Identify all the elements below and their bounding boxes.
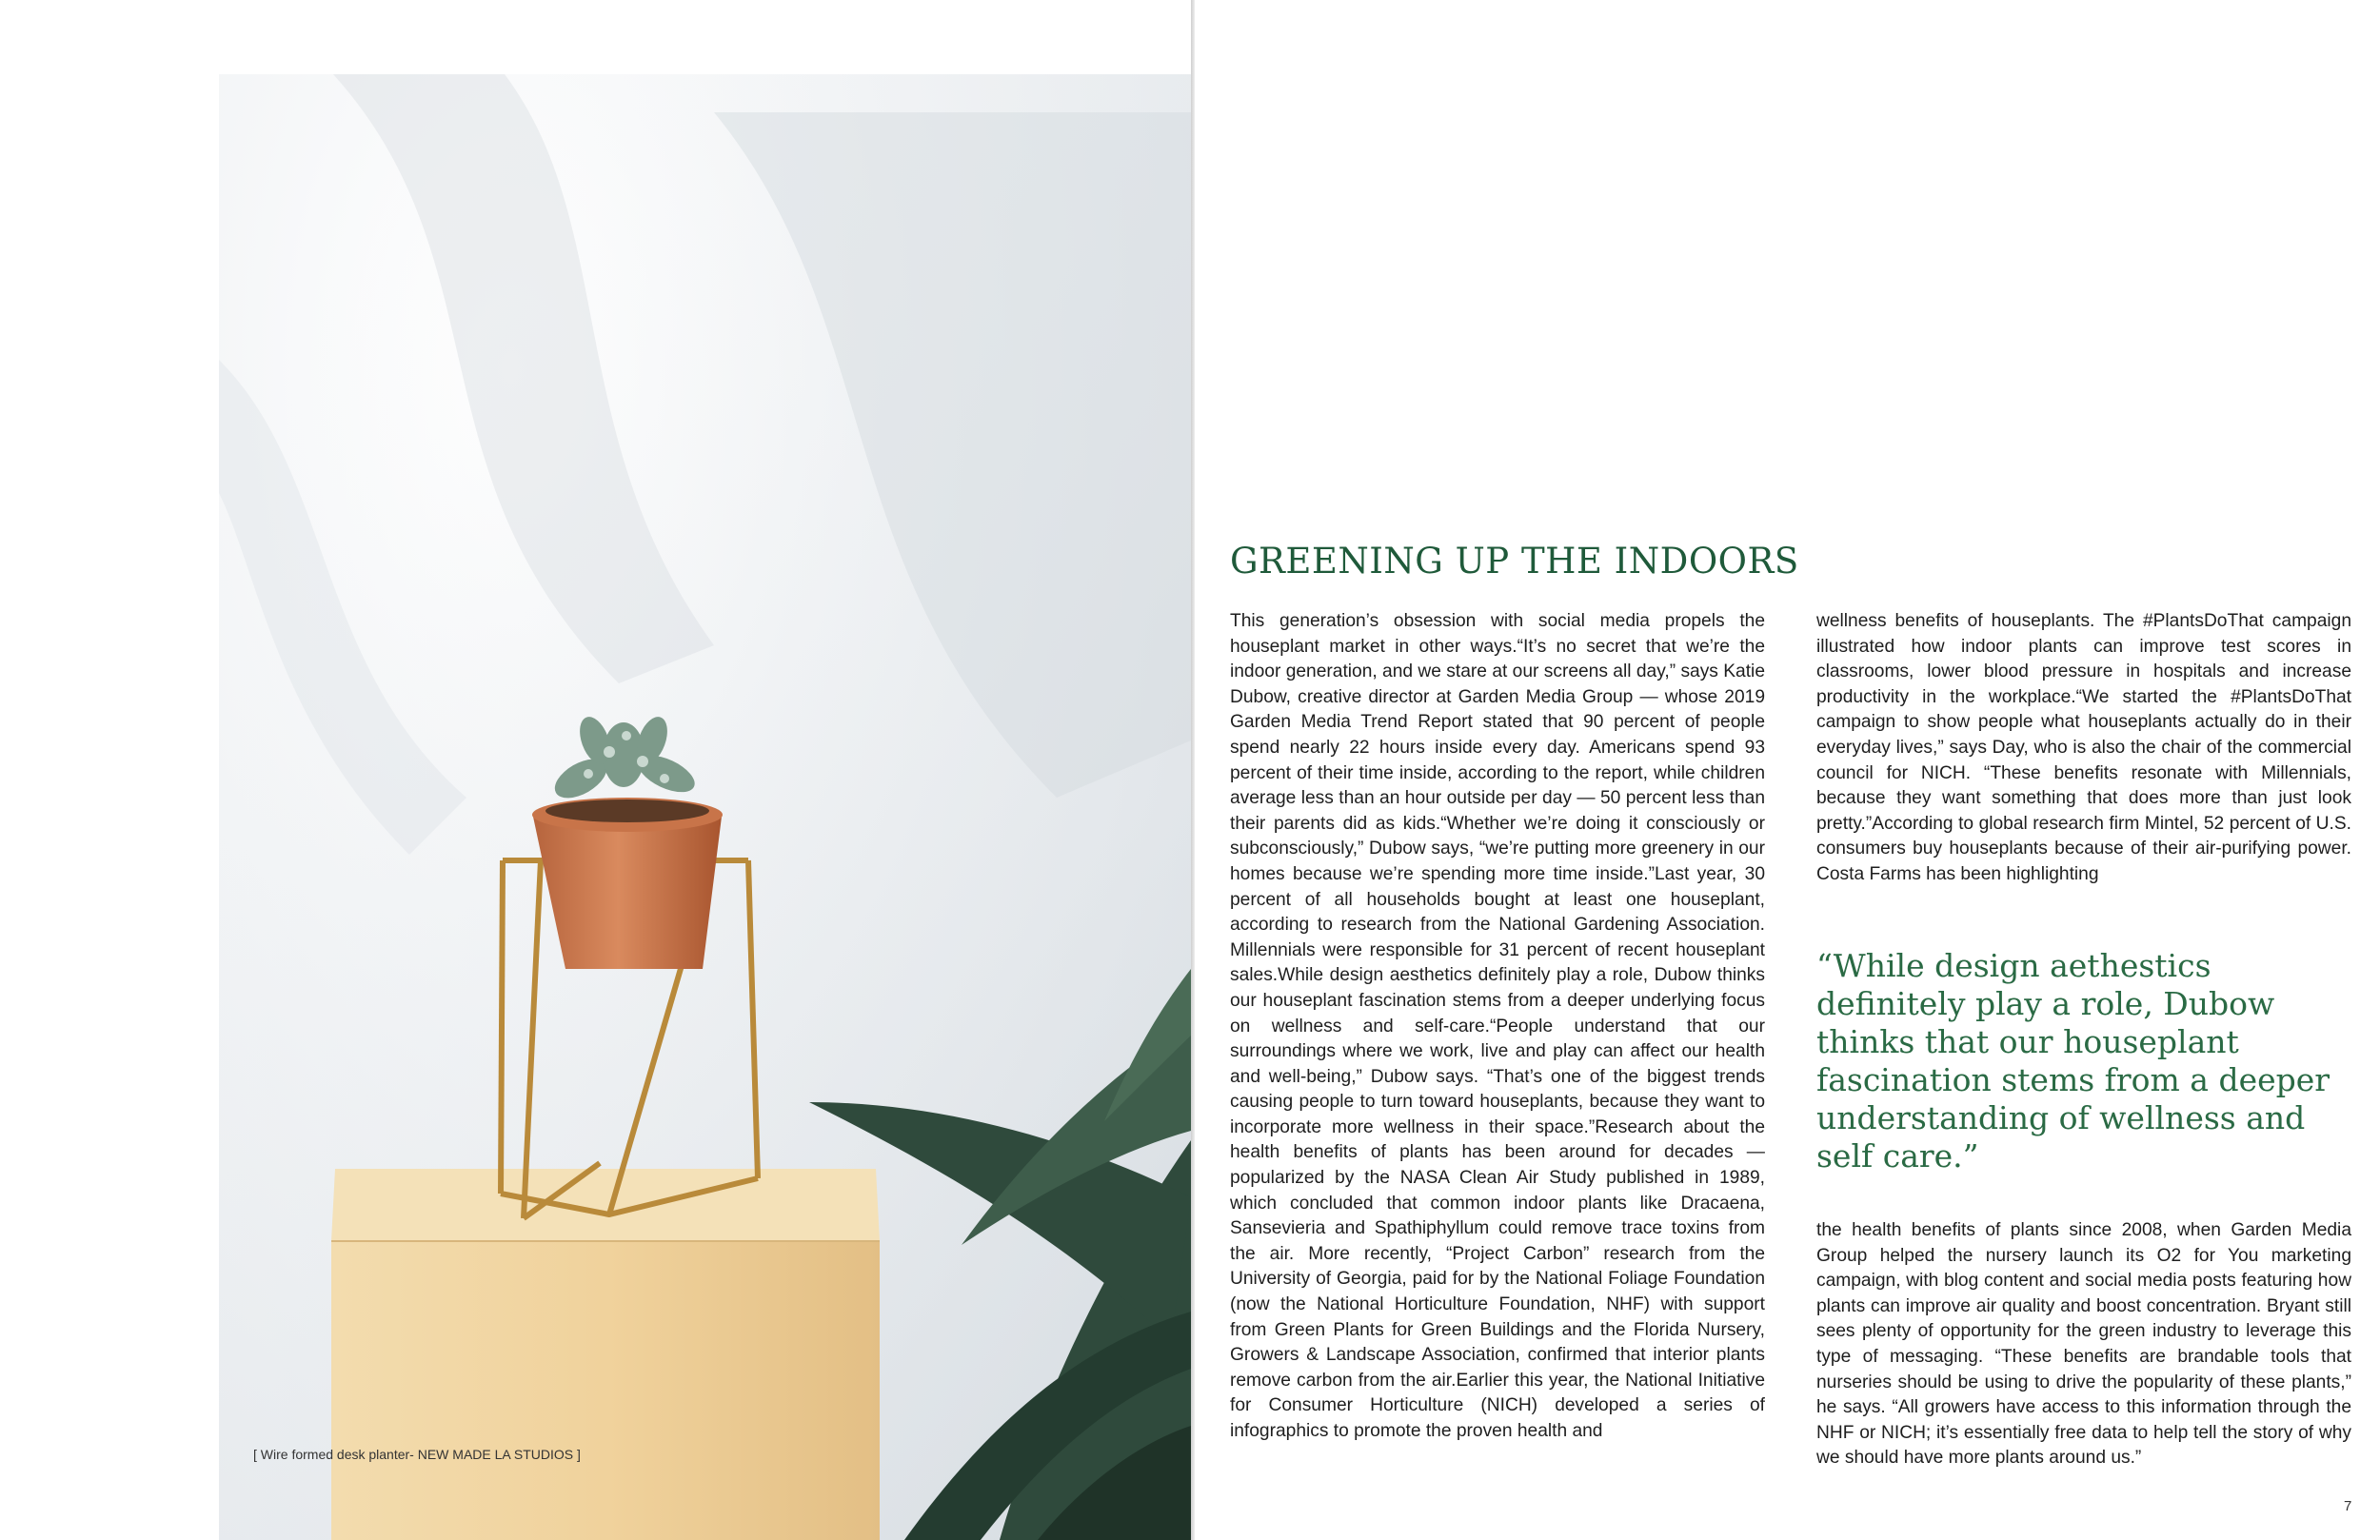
- planter-photo: [219, 74, 1191, 1540]
- page-number: 7: [2344, 1498, 2352, 1514]
- planter-illustration: [219, 74, 1191, 1540]
- body-column-right-top: wellness benefits of houseplants. The #PlantsDoThat campaign illustrated how indoor plants can improve test scores in classrooms, lower blood pressure in hospitals and increase productivity in the workplace.“We started the #PlantsDoThat campaign to show people what houseplants actually do in their everyday lives,” says Day, who is also the chair of the commercial council for NICH. “These benefits resonate with Millennials, because they want something that does more than just look pretty.”According to global research firm Mintel, 52 percent of U.S. consumers buy houseplants because of their air-purifying power. Costa Farms has been highlighting: [1816, 611, 2351, 884]
- photo-caption: [ Wire formed desk planter- NEW MADE LA STUDIOS ]: [253, 1447, 581, 1462]
- article-title: GREENING UP THE INDOORS: [1230, 541, 1799, 582]
- body-column-left: This generation’s obsession with social media propels the houseplant market in other ways.“It’s no secret that we’re the indoor generation, and we stare at our screens all day,” says Katie Dubow, creative director at Garden Media Group — whose 2019 Garden Media Trend Report stated that 90 percent of people spend nearly 22 hours inside every day. Americans spend 93 percent of their time inside, according to the report, while children average less than an hour outside per day — 50 percent less than their parents did as kids.“Whether we’re doing it consciously or subconsciously,” Dubow says, “we’re putting more greenery in our homes because we’re spending more time inside.”Last year, 30 percent of all households bought at least one houseplant, according to research from the National Gardening Association. Millennials were responsible for 31 percent of recent houseplant sales.While design aesthetics definitely play a role, Dubow thinks our houseplant fascination stems from a deeper underlying focus on wellness and self-care.“People understand that our surroundings where we work, live and play can affect our health and well-being,” Dubow says. “That’s one of the biggest trends causing people to turn toward houseplants, because they want to incorporate more wellness in their space.”Research about the health benefits of plants has been around for decades — popularized by the NASA Clean Air Study published in 1989, which concluded that common indoor plants like Dracaena, Sansevieria and Spathiphyllum could remove trace toxins from the air. More recently, “Project Carbon” research from the University of Georgia, paid for by the National Foliage Foundation (now the National Horticulture Foundation, NHF) with support from Green Plants for Green Buildings and the Florida Nursery, Growers & Landscape Association, confirmed that interior plants remove carbon from the air.Earlier this year, the National Initiative for Consumer Horticulture (NICH) developed a series of infographics to promote the proven health and: [1230, 611, 1765, 1441]
- pull-quote: “While design aethestics definitely play a role, Dubow thinks that our houseplant fascination stems from a deeper understanding of wellness and self care.”: [1816, 947, 2330, 1175]
- body-column-right-bottom: the health benefits of plants since 2008, when Garden Media Group helped the nursery launch its O2 for You marketing campaign, with blog content and social media posts featuring how plants can improve air quality and boost concentration. Bryant still sees plenty of opportunity for the green industry to leverage this type of messaging. “These benefits are brandable tools that nurseries should be using to drive the popularity of these plants,” he says. “All growers have access to this information through the NHF or NICH; it’s essentially free data to help tell the story of why we should have more plants around us.”: [1816, 1220, 2351, 1469]
